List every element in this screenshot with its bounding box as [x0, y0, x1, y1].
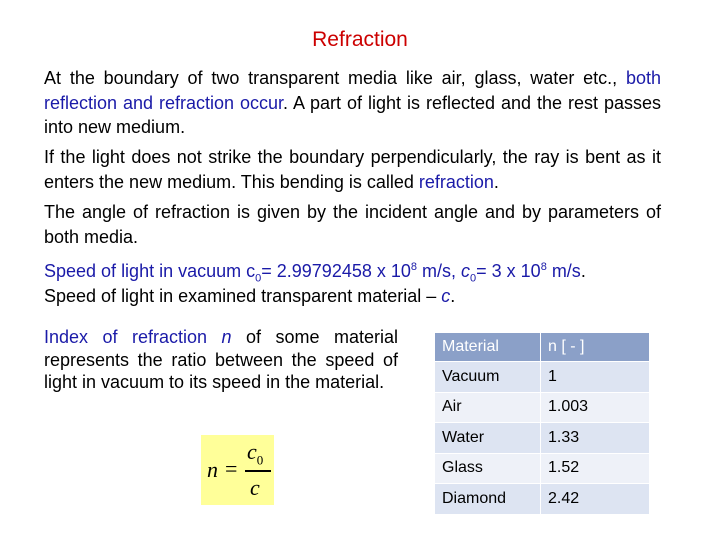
highlight-text: refraction: [418, 171, 494, 192]
text: .: [493, 171, 499, 192]
cell-n: 1: [541, 362, 650, 393]
paragraph-boundary: [44, 66, 661, 140]
table-row: [435, 453, 650, 484]
refraction-index-table: [434, 332, 650, 515]
paragraph-index: [44, 326, 398, 394]
cell-material: Vacuum: [435, 362, 541, 393]
cell-n: 2.42: [541, 484, 650, 515]
speed-vacuum-line: Speed of light in vacuum $c_0= 2.99792458$ x $10^8$ m/s, $c_0= 3$ x $10^8$ m/s: [44, 261, 581, 285]
cell-n: 1.003: [541, 392, 650, 423]
fraction-bar: [245, 470, 271, 472]
highlight-text: Index of refraction: [44, 327, 222, 347]
cell-material: Air: [435, 392, 541, 423]
cell-material: Glass: [435, 453, 541, 484]
cell-n: 1.33: [541, 423, 650, 454]
table-row: [435, 392, 650, 423]
text: of some material represents the ratio between the speed of light in vacuum to its speed in the material.: [44, 327, 398, 392]
table-header-row: [435, 333, 650, 362]
cell-n: 1.52: [541, 453, 650, 484]
column-header-n: n [ - ]: [541, 333, 650, 362]
formula-denominator: c: [250, 475, 260, 500]
table-row: [435, 362, 650, 393]
formula-equals: =: [225, 456, 238, 481]
paragraph-speed: Speed of light in vacuum $c_0= 2.99792458$ x $10^8$ m/s, $c_0= 3$ x $10^8$ m/s. Speed of light in examined transparent material – c.: [44, 261, 586, 306]
highlight-text: c: [441, 285, 451, 306]
cell-material: Diamond: [435, 484, 541, 515]
refraction-index-formula: [201, 435, 274, 505]
paragraph-bending: [44, 145, 661, 194]
text: . A part of light is reflected and the rest passes into new medium.: [44, 92, 661, 137]
text: At the boundary of two transparent media like air, glass, water etc.,: [44, 68, 626, 88]
table-row: [435, 423, 650, 454]
paragraph-angle: The angle of refraction is given by the incident angle and by parameters of both media.: [44, 202, 661, 247]
formula-lhs: n: [207, 457, 218, 482]
cell-material: Water: [435, 423, 541, 454]
column-header-material: Material: [435, 333, 541, 362]
highlight-text: both reflection and refraction occur: [44, 68, 661, 113]
symbol-n: n: [221, 327, 232, 347]
text: If the light does not strike the boundary perpendicularly, the ray is bent as it enters the new medium. This bending is called: [44, 147, 661, 192]
formula-numerator: $c_0$: [247, 439, 264, 468]
table-row: [435, 484, 650, 515]
text: Speed of light in examined transparent material –: [44, 285, 442, 306]
page-title: Refraction: [312, 28, 408, 51]
